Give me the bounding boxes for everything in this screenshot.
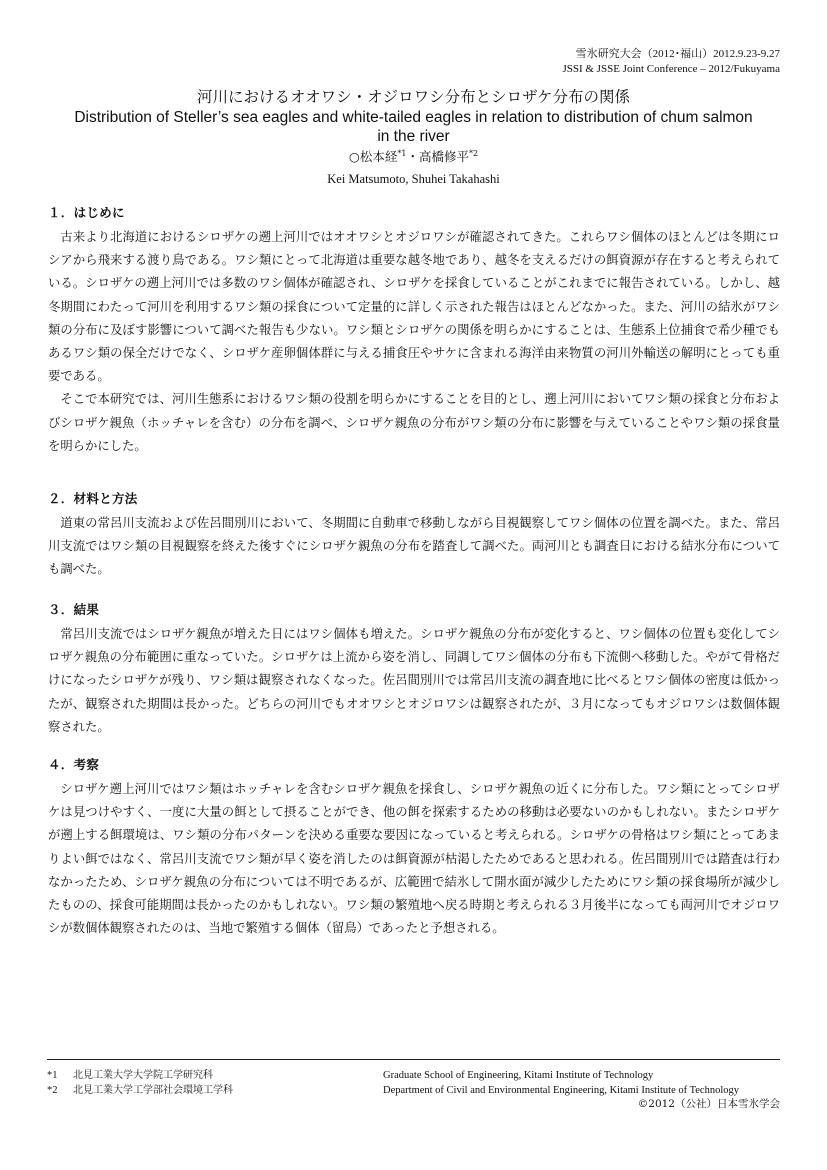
section-heading: ４．考察 [48, 757, 100, 772]
section-results [48, 601, 780, 739]
section-paragraph: シロザケ遡上河川ではワシ類はホッチャレを含むシロザケ親魚を採食し、シロザケ親魚の近くに分布した。ワシ類にとってシロザケは見つけやすく、一度に大量の餌として摂ることができ、他の餌を探索するための移動は必要ないのかもしれない。またシロザケが遡上する餌環境は、ワシ類の分布パターンを決める重要な要因になっていると考えられる。シロザケの骨格はワシ類にとってあまりよい餌ではなく、常呂川支流でワシ類が早く姿を消したのは餌資源が枯渇したためであると思われる。佐呂間別川では踏査は行わなかったため、シロザケ親魚の分布については不明であるが、広範囲で結氷して開水面が減少したためにワシ類の採食場所が減少したものの、採食可能期間は長かったのかもしれない。ワシ類の繁殖地へ戻る時期と考えられる３月後半になっても両河川でオジロワシが数個体観察されたのは、当地で繁殖する個体（留鳥）であったと予想される。 [48, 782, 780, 936]
section-paragraph: 古来より北海道におけるシロザケの遡上河川ではオオワシとオジロワシが確認されてきた。これらワシ個体のほとんどは冬期にロシアから飛来する渡り鳥である。ワシ類にとって北海道は重要な越冬地であり、越冬を支えるだけの餌資源が存在すると考えられている。シロザケの遡上河川では多数のワシ個体が確認され、シロザケを採食していることがこれまでに報告されている。しかし、越冬期間にわたって河川を利用するワシ類の採食について定量的に詳しく示された報告はほとんどなかった。また、河川の結氷がワシ類の分布に及ぼす影響について調べた報告も少ない。ワシ類とシロザケの関係を明らかにすることは、生態系上位捕食で希少種でもあるワシ類の保全だけでなく、シロザケ産卵個体群に与える捕食圧やサケに含まれる海洋由来物質の河川外輸送の解明にとっても重要である。 [48, 230, 780, 384]
author2-name: 高橋修平 [418, 149, 469, 164]
section-introduction [48, 204, 780, 458]
footnote-affiliation-ja: 北見工業大学大学院工学研究科 [73, 1070, 213, 1081]
footnote-mark: *1 [47, 1070, 58, 1081]
author1-name: 松本経 [359, 149, 398, 164]
title-english-line1: Distribution of Steller’s sea eagles and white-tailed eagles in relation to distribution of chum salmon [74, 109, 753, 126]
footnote-mark: *2 [47, 1085, 58, 1096]
authors-english: Kei Matsumoto, Shuhei Takahashi [327, 172, 500, 186]
title-block [40, 87, 787, 188]
section-heading: ３．結果 [48, 602, 100, 617]
conference-line-en: JSSI & JSSE Joint Conference – 2012/Fukuyama [562, 63, 780, 75]
section-heading: １．はじめに [48, 205, 125, 220]
conference-header [562, 47, 780, 77]
section-paragraph: 道東の常呂川支流および佐呂間別川において、冬期間に自動車で移動しながら目視観察してワシ個体の位置を調べた。また、常呂川支流ではワシ類の目視観察を終えた後すぐにシロザケ親魚の分布を踏査して調べた。両河川とも調査日における結氷分布についても調べた。 [48, 516, 780, 577]
author-separator: ・ [406, 149, 419, 164]
section-discussion [48, 756, 780, 940]
footnote-affiliation-en: Department of Civil and Environmental Engineering, Kitami Institute of Technology [383, 1085, 739, 1096]
conference-line-ja: 雪氷研究大会（2012･福山）2012.9.23-9.27 [575, 48, 780, 60]
section-heading: ２．材料と方法 [48, 491, 138, 506]
footnotes [47, 1068, 780, 1098]
section-methods [48, 490, 780, 582]
footnote-item [47, 1083, 780, 1098]
authors-japanese [40, 148, 787, 166]
author1-affiliation-mark: *1 [397, 149, 407, 158]
footnote-item [47, 1068, 780, 1083]
copyright-notice: ©2012（公社）日本雪氷学会 [637, 1098, 780, 1110]
section-paragraph: そこで本研究では、河川生態系におけるワシ類の役割を明らかにすることを目的とし、遡上河川においてワシ類の採食と分布およびシロザケ親魚（ホッチャレを含む）の分布を調べ、シロザケ親魚の分布がワシ類の分布に影響を与えていることやワシ類の採食量を明らかにした。 [48, 392, 780, 453]
footnote-affiliation-en: Graduate School of Engineering, Kitami Institute of Technology [383, 1070, 654, 1081]
footnote-divider [47, 1059, 780, 1060]
title-english-line2: in the river [377, 128, 450, 145]
author2-affiliation-mark: *2 [468, 149, 479, 158]
footnote-affiliation-ja: 北見工業大学工学部社会環境工学科 [73, 1085, 233, 1096]
section-paragraph: 常呂川支流ではシロザケ親魚が増えた日にはワシ個体も増えた。シロザケ親魚の分布が変化すると、ワシ個体の位置も変化してシロザケ親魚の分布範囲に重なっていた。シロザケは上流から姿を消し、同調してワシ個体の分布も下流側へ移動した。やがて骨格だけになったシロザケが残り、ワシ類は観察されなくなった。佐呂間別川では常呂川支流の調査地に比べるとワシ個体の密度は低かったが、観察された期間は長かった。どちらの河川でもオオワシとオジロワシは観察されたが、３月になってもオジロワシは数個体観察された。 [48, 627, 780, 734]
title-japanese: 河川におけるオオワシ・オジロワシ分布とシロザケ分布の関係 [197, 88, 630, 106]
presenter-mark: ○ [348, 149, 360, 164]
